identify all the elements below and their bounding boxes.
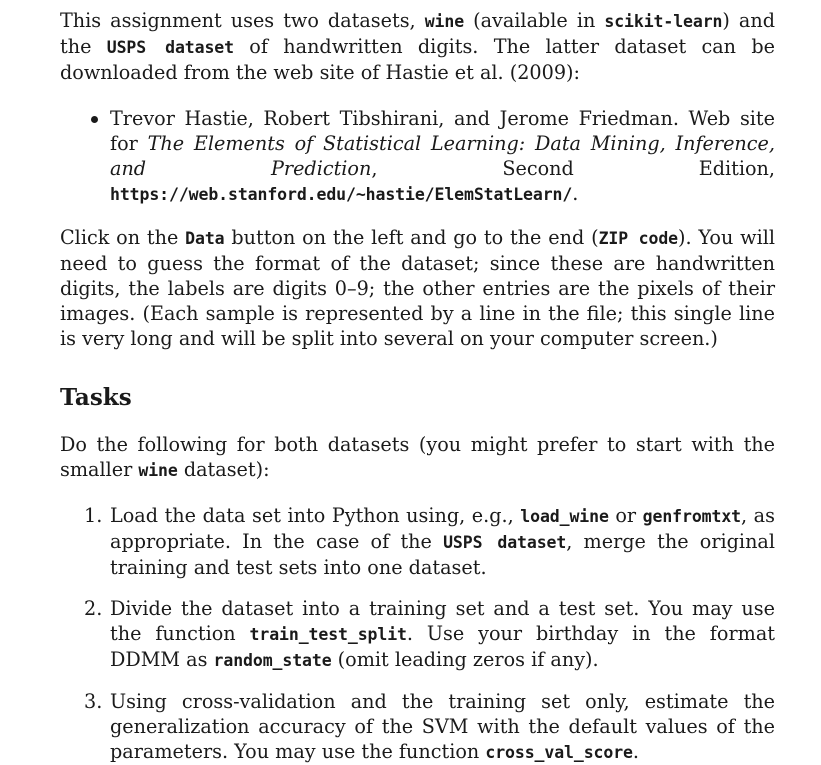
task-number: 3. — [84, 690, 103, 713]
intro-text: This assignment uses two datasets, — [60, 9, 425, 32]
reference-text — [110, 106, 775, 207]
intro-text: (available in — [464, 9, 605, 32]
reference-title: The Elements of Statistical Learning: Data Mining, Inference, and Prediction — [110, 132, 775, 180]
tasks-intro — [60, 432, 775, 483]
intro-paragraph — [60, 8, 775, 85]
task-text: Divide the dataset into a training set and a test set. You may use the function train_test_split. Use your birthday in the format DDMM as random_state (omit leading zeros if any). — [110, 597, 775, 671]
reference-url-link[interactable]: https://web.stanford.edu/~hastie/ElemStatLearn/ — [110, 185, 573, 204]
task-list — [60, 503, 775, 765]
code-data: Data — [185, 229, 225, 248]
code-random-state: random_state — [213, 651, 332, 670]
reference-edition: , Second Edition, — [371, 157, 775, 180]
code-genfromtxt: genfromtxt — [642, 507, 742, 526]
task-text: Using cross-validation and the training set only, estimate the generalization accuracy of the SVM with the default values of the parameters. You may use the function cross_val_score. — [110, 690, 775, 763]
data-paragraph — [60, 225, 775, 351]
task-number: 1. — [84, 504, 103, 527]
intro-text: ) and the — [60, 9, 775, 58]
data-text: ). You will need to guess the format of the dataset; since these are handwritten digits, the labels are digits 0–9; the other entries are the pixels of their images. (Each sample is represented by a line in the file; this single line is very long and will be split into several on your computer screen.) — [60, 226, 775, 350]
task-item — [60, 689, 775, 765]
task-number: 2. — [84, 597, 103, 620]
code-load-wine: load_wine — [520, 507, 609, 526]
tasks-heading: Tasks — [60, 384, 132, 411]
code-zip-code: ZIP code — [598, 229, 678, 248]
reference-end: . — [572, 182, 579, 205]
tasks-intro-text: dataset): — [177, 458, 270, 481]
code-train-test-split: train_test_split — [249, 625, 407, 644]
code-scikit-learn: scikit-learn — [604, 12, 723, 31]
reference-bullet — [60, 106, 775, 207]
tasks-intro-text: Do the following for both datasets (you might prefer to start with the smaller — [60, 433, 775, 481]
data-text: button on the left and go to the end ( — [224, 226, 599, 249]
code-usps-dataset: USPS dataset — [443, 533, 567, 552]
bullet-icon — [91, 116, 98, 123]
intro-text: of handwritten digits. The latter dataset can be downloaded from the web site of Hastie et al. (2009): — [60, 35, 775, 84]
data-text: Click on the — [60, 226, 186, 249]
code-cross-val-score: cross_val_score — [485, 743, 633, 762]
task-item — [60, 503, 775, 580]
code-wine: wine — [138, 461, 178, 480]
task-text: Load the data set into Python using, e.g., load_wine or genfromtxt, as appropriate. In the case of the USPS dataset, merge the original training and test sets into one dataset. — [110, 504, 775, 579]
reference-authors: Trevor Hastie, Robert Tibshirani, and Jerome Friedman. Web site for — [110, 107, 775, 155]
code-usps-dataset: USPS dataset — [106, 38, 234, 57]
code-wine: wine — [424, 12, 465, 31]
task-item — [60, 596, 775, 673]
